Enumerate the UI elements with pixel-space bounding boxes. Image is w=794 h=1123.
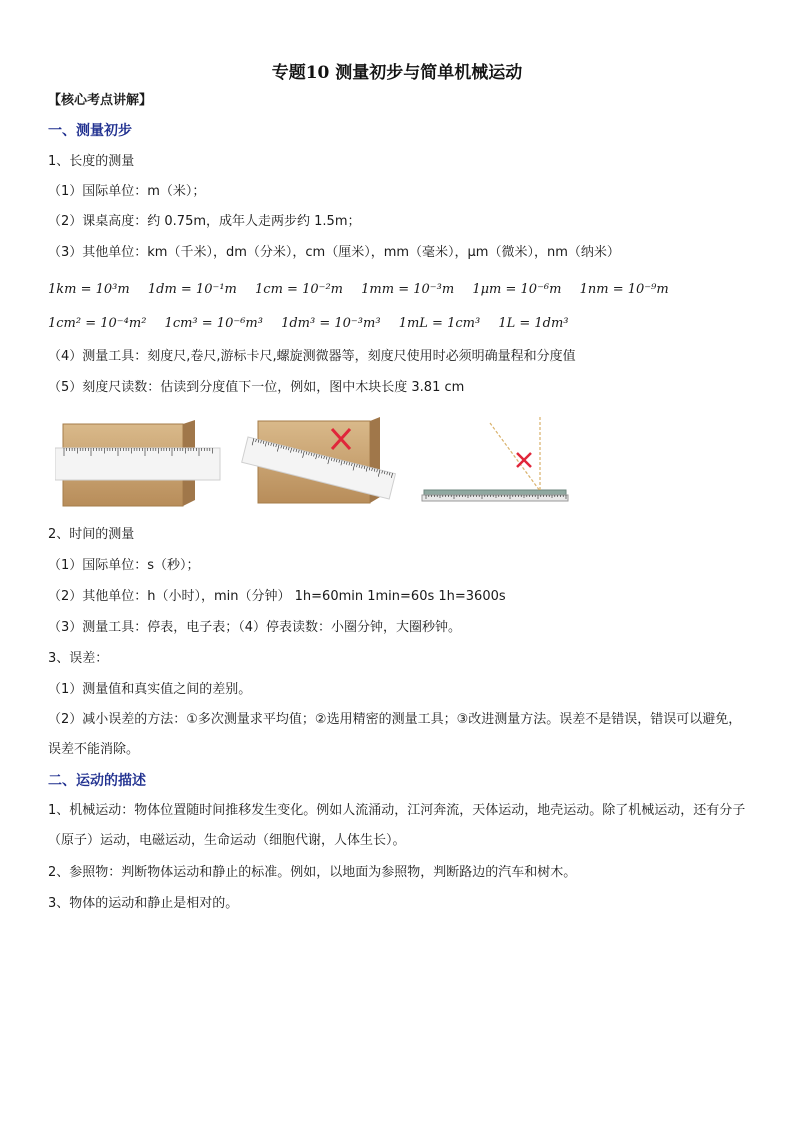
length-title: 1、长度的测量 — [48, 154, 135, 169]
time-title: 2、时间的测量 — [48, 527, 135, 542]
figure-block-ruler-correct — [55, 420, 225, 510]
conversion-dm: 1dm = 10⁻¹m — [147, 282, 237, 297]
time-item-2: （2）其他单位：h（小时），min（分钟） 1h=60min 1min=60s 1h=3600s — [48, 589, 506, 604]
length-reading: （5）刻度尺读数：估读到分度值下一位，例如，图中木块长度 3.81 cm — [48, 380, 465, 395]
length-item-3: （3）其他单位：km（千米），dm（分米），cm（厘米），mm（毫米），μm（微米），nm（纳米） — [48, 245, 620, 260]
conversion-ml: 1mL = 1cm³ — [398, 316, 481, 331]
time-item-3: （3）测量工具：停表，电子表；（4）停表读数：小圈分钟，大圈秒钟。 — [48, 620, 462, 635]
conversion-cm3: 1cm³ = 10⁻⁶m³ — [164, 316, 263, 331]
conversion-cm2: 1cm² = 10⁻⁴m² — [48, 316, 147, 331]
motion-item-3: 3、物体的运动和静止是相对的。 — [48, 896, 239, 911]
figure-block-ruler-tilted — [240, 415, 410, 510]
ruler — [422, 495, 568, 501]
error-title: 3、误差： — [48, 651, 109, 666]
figure-reading-eye-position — [420, 405, 570, 510]
conversion-km: 1km = 10³m — [48, 282, 130, 297]
motion-item-2: 2、参照物：判断物体运动和静止的标准。例如，以地面为参照物，判断路边的汽车和树木。 — [48, 865, 577, 880]
wrong-mark-icon — [517, 453, 531, 467]
motion-item-1: 1、机械运动：物体位置随时间推移发生变化。例如人流涌动，江河奔流，天体运动，地壳运动。除了机械运动，还有分子（原子）运动，电磁运动，生命运动（细胞代谢，人体生长）。 — [48, 803, 746, 848]
conversion-row-2 — [48, 315, 583, 333]
error-item-2: （2）减小误差的方法：①多次测量求平均值；②选用精密的测量工具；③改进测量方法。误差不是错误，错误可以避免，误差不能消除。 — [48, 712, 742, 757]
conversion-um: 1μm = 10⁻⁶m — [472, 282, 562, 297]
section-header: 【核心考点讲解】 — [48, 93, 153, 108]
length-item-1: （1）国际单位：m（米）； — [48, 184, 206, 199]
length-item-2: （2）课桌高度：约 0.75m，成年人走两步约 1.5m； — [48, 214, 361, 229]
conversion-mm: 1mm = 10⁻³m — [361, 282, 455, 297]
conversion-row-1 — [48, 281, 683, 299]
section1-heading: 一、测量初步 — [48, 123, 132, 139]
conversion-nm: 1nm = 10⁻⁹m — [579, 282, 669, 297]
error-item-1: （1）测量值和真实值之间的差别。 — [48, 682, 252, 697]
wrong-sight-line — [490, 423, 540, 491]
conversion-cm: 1cm = 10⁻²m — [255, 282, 344, 297]
length-tools: （4）测量工具：刻度尺,卷尺,游标卡尺,螺旋测微器等，刻度尺使用时必须明确量程和分度值 — [48, 349, 576, 364]
time-item-1: （1）国际单位：s（秒）； — [48, 558, 200, 573]
section2-heading: 二、运动的描述 — [48, 773, 146, 789]
conversion-l: 1L = 1dm³ — [498, 316, 569, 331]
page-title: 专题10 测量初步与简单机械运动 — [271, 63, 523, 83]
conversion-dm3: 1dm³ = 10⁻³m³ — [281, 316, 381, 331]
ruler — [55, 448, 220, 480]
